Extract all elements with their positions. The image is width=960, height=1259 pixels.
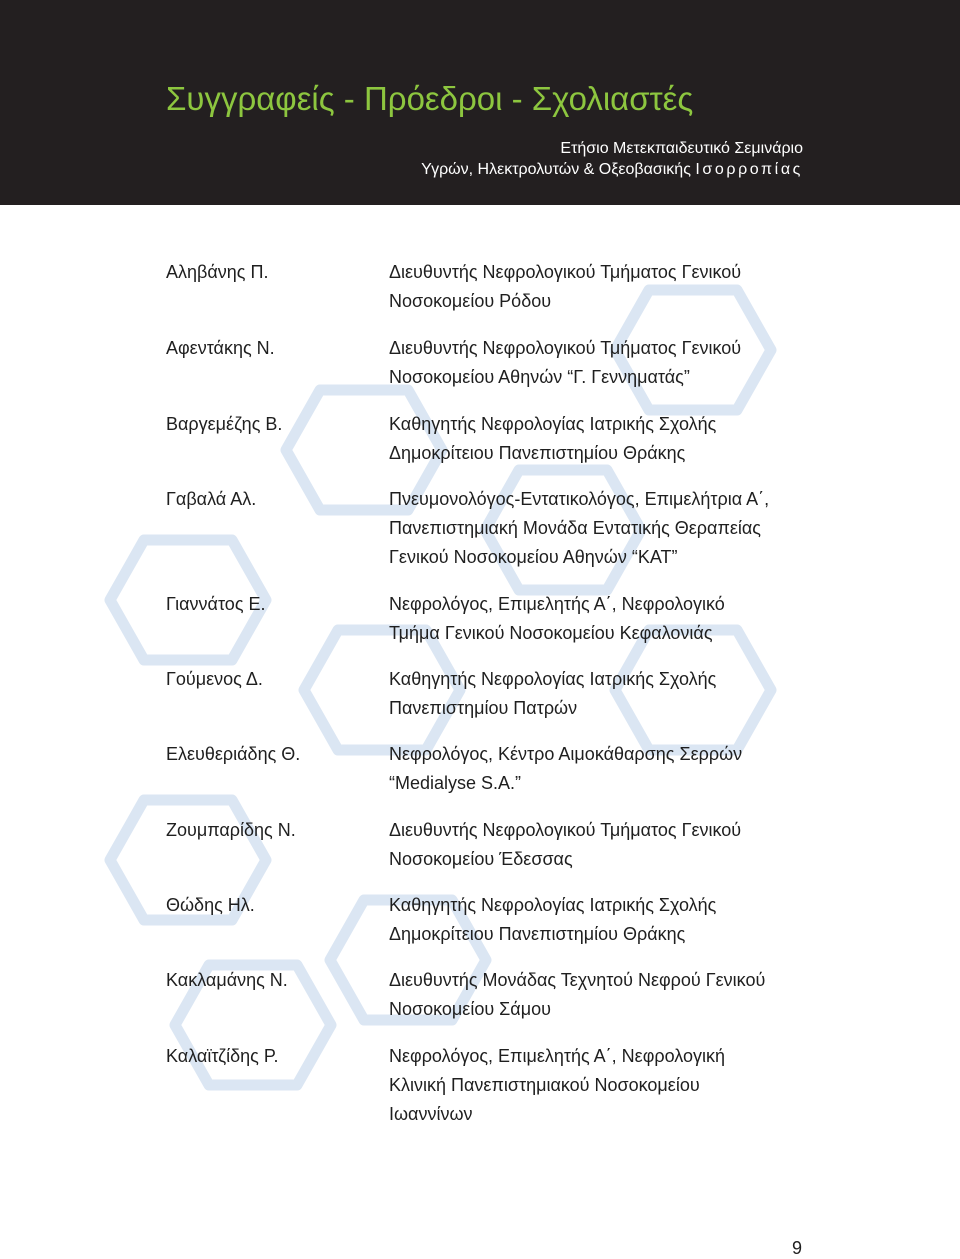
- subtitle-line-2: [421, 159, 803, 180]
- author-name: Αφεντάκης Ν.: [166, 338, 275, 358]
- author-affiliation: [389, 258, 909, 316]
- author-affiliation: [389, 891, 909, 949]
- author-affiliation: [389, 740, 909, 798]
- affiliation-line: Πνευμονολόγος-Εντατικολόγος, Επιμελήτρια Α΄,: [389, 489, 770, 509]
- subtitle-line-2-part-a: Υγρών, Ηλεκτρολυτών & Οξεοβασικής: [421, 161, 696, 178]
- affiliation-line: Ιωαννίνων: [389, 1104, 473, 1124]
- author-affiliation: [389, 1042, 909, 1129]
- author-affiliation: [389, 410, 909, 468]
- author-name: Γούμενος Δ.: [166, 669, 263, 689]
- affiliation-line: Διευθυντής Νεφρολογικού Τμήματος Γενικού: [389, 262, 742, 282]
- affiliation-line: Τμήμα Γενικού Νοσοκομείου Κεφαλονιάς: [389, 623, 713, 643]
- affiliation-line: Διευθυντής Νεφρολογικού Τμήματος Γενικού: [389, 338, 742, 358]
- affiliation-line: Νοσοκομείου Σάμου: [389, 999, 551, 1019]
- author-affiliation: [389, 816, 909, 874]
- author-affiliation: [389, 665, 909, 723]
- affiliation-line: Νοσοκομείου Αθηνών “Γ. Γεννηματάς”: [389, 367, 690, 387]
- author-affiliation: [389, 590, 909, 648]
- affiliation-line: Νεφρολόγος, Επιμελητής Α΄, Νεφρολογικό: [389, 594, 725, 614]
- author-name: Γαβαλά Αλ.: [166, 489, 257, 509]
- author-affiliation: [389, 485, 909, 572]
- author-affiliation: [389, 966, 909, 1024]
- author-name: Κακλαμάνης Ν.: [166, 970, 288, 990]
- affiliation-line: Νοσοκομείου Ρόδου: [389, 291, 552, 311]
- author-name: Καλαϊτζίδης Ρ.: [166, 1046, 279, 1066]
- author-name: Βαργεμέζης Β.: [166, 414, 283, 434]
- affiliation-line: Διευθυντής Μονάδας Τεχνητού Νεφρού Γενικού: [389, 970, 766, 990]
- affiliation-line: Πανεπιστημίου Πατρών: [389, 698, 578, 718]
- affiliation-line: Δημοκρίτειου Πανεπιστημίου Θράκης: [389, 443, 686, 463]
- affiliation-line: Κλινική Πανεπιστημιακού Νοσοκομείου: [389, 1075, 700, 1095]
- affiliation-line: Νοσοκομείου Έδεσσας: [389, 849, 573, 869]
- author-affiliation: [389, 334, 909, 392]
- affiliation-line: Πανεπιστημιακή Μονάδα Εντατικής Θεραπείας: [389, 518, 761, 538]
- affiliation-line: Γενικού Νοσοκομείου Αθηνών “ΚΑΤ”: [389, 547, 678, 567]
- affiliation-line: Νεφρολόγος, Κέντρο Αιμοκάθαρσης Σερρών: [389, 744, 743, 764]
- affiliation-line: Νεφρολόγος, Επιμελητής Α΄, Νεφρολογική: [389, 1046, 726, 1066]
- author-name: Αληβάνης Π.: [166, 262, 269, 282]
- author-name: Θώδης Ηλ.: [166, 895, 255, 915]
- affiliation-line: Καθηγητής Νεφρολογίας Ιατρικής Σχολής: [389, 895, 717, 915]
- affiliation-line: Δημοκρίτειου Πανεπιστημίου Θράκης: [389, 924, 686, 944]
- header-band: [0, 0, 960, 205]
- page-number: 9: [792, 1238, 803, 1258]
- subtitle-line-1: Ετήσιο Μετεκπαιδευτικό Σεμινάριο: [560, 140, 803, 157]
- page-title: Συγγραφείς - Πρόεδροι - Σχολιαστές: [166, 80, 694, 117]
- author-name: Γιαννάτος Ε.: [166, 594, 266, 614]
- author-name: Ελευθεριάδης Θ.: [166, 744, 301, 764]
- subtitle-line-2-part-b: Ισορροπίας: [695, 161, 803, 178]
- affiliation-line: Καθηγητής Νεφρολογίας Ιατρικής Σχολής: [389, 414, 717, 434]
- seminar-subtitle: [421, 138, 803, 180]
- affiliation-line: “Medialyse S.A.”: [389, 773, 522, 793]
- affiliation-line: Διευθυντής Νεφρολογικού Τμήματος Γενικού: [389, 820, 742, 840]
- author-name: Ζουμπαρίδης Ν.: [166, 820, 296, 840]
- affiliation-line: Καθηγητής Νεφρολογίας Ιατρικής Σχολής: [389, 669, 717, 689]
